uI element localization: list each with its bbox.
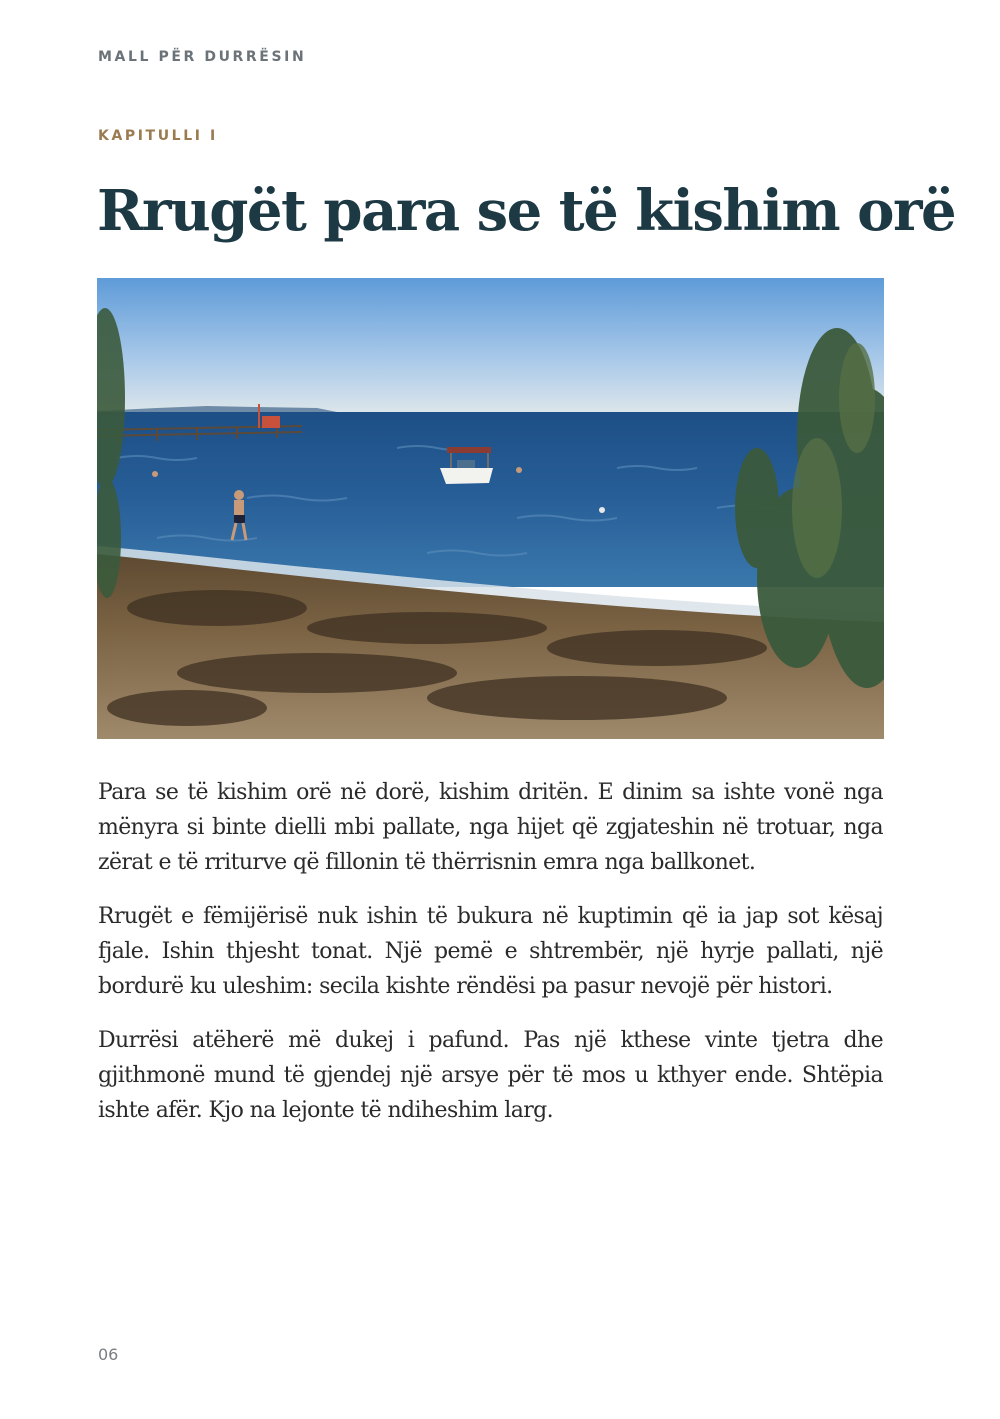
paragraph: Para se të kishim orë në dorë, kishim dritën. E dinim sa ishte vonë nga mënyra si binte dielli mbi pallate, nga hijet që zgjateshin në trotuar, nga zërat e të rriturve që fillonin të thërrisnin emra nga ballkonet. (98, 780, 883, 875)
paragraph: Durrësi atëherë më dukej i pafund. Pas një kthese vinte tjetra dhe gjithmonë mund të gjendej një arsye për të mos u kthyer ende. Shtëpia ishte afër. Kjo na lejonte të ndiheshim larg. (98, 1028, 883, 1123)
chapter-title: Rrugët para se të kishim orë (97, 178, 956, 244)
page-number: 06 (98, 1345, 119, 1364)
chapter-body (98, 775, 883, 1147)
beach-photo (97, 278, 884, 739)
running-header: MALL PËR DURRËSIN (98, 49, 307, 65)
paragraph: Rrugët e fëmijërisë nuk ishin të bukura në kuptimin që ia jap sot kësaj fjale. Ishin thjesht tonat. Një pemë e shtrembër, një hyrje pallati, një bordurë ku uleshim: secila kishte rëndësi pa pasur nevojë për histori. (98, 904, 883, 999)
chapter-label: KAPITULLI I (98, 128, 218, 144)
